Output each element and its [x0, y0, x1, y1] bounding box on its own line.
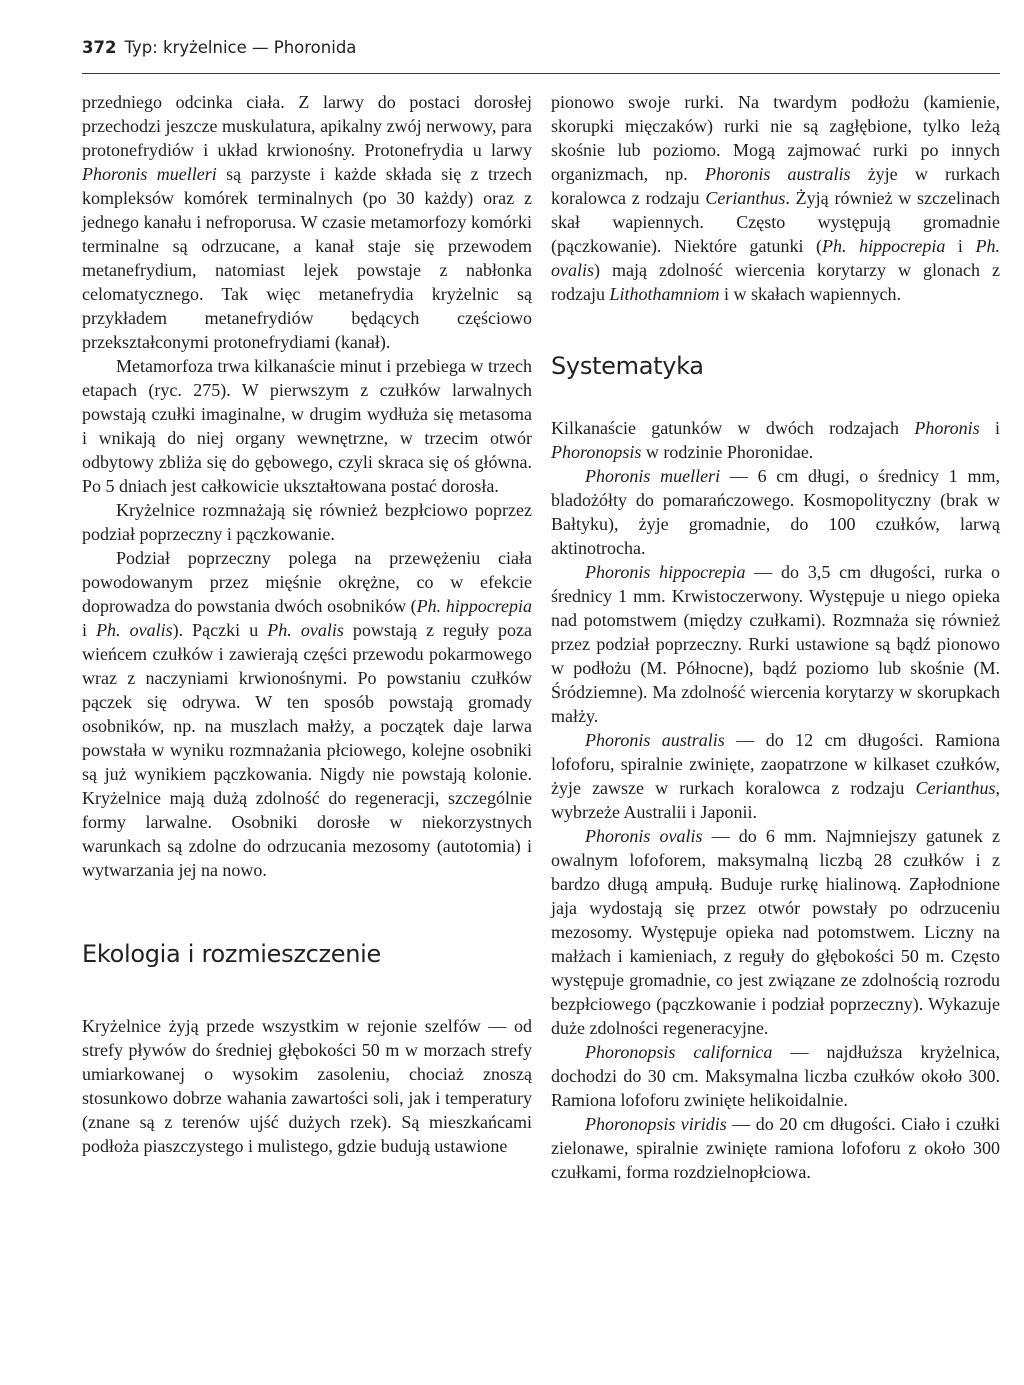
italic-run: Phoronopsis californica [585, 1042, 773, 1062]
text-run: ). Pączki u [172, 620, 268, 640]
paragraph [551, 1112, 1000, 1184]
paragraph [82, 354, 532, 498]
italic-run: Phoronis [914, 418, 980, 438]
section-heading-ecology: Ekologia i rozmieszczenie [82, 940, 382, 968]
italic-run: Phoronopsis [551, 442, 642, 462]
text-run: i [979, 418, 1000, 438]
italic-run: Phoronis australis [704, 164, 851, 184]
left-column [82, 90, 532, 1158]
italic-run: Phoronis muelleri [585, 466, 721, 486]
section-heading-systematics: Systematyka [551, 352, 704, 380]
paragraph [82, 1014, 532, 1158]
text-run: powstają z reguły poza wieńcem czułków i zawierają części przewodu pokarmowego wraz z naczyniami krwionośnymi. Po powstaniu czułków pączek się odrywa. W ten sposób powstają gromady osobników, np. na muszlach małży, a początek daje larwa powstała w wyniku rozmnażania płciowego, kolejne osobniki są już wynikiem pączkowania. Nigdy nie powstają kolonie. Kryżelnice mają dużą zdolność do regeneracji, szczególnie formy larwalne. Osobniki dorosłe w niekorzystnych warunkach są zdolne do odrzucania mezosomy (autotomia) i wytwarzania jej na nowo. [82, 620, 533, 880]
header-rule [82, 73, 1000, 74]
text-run: i [82, 620, 97, 640]
italic-run: Phoronopsis viridis [585, 1114, 727, 1134]
paragraph [82, 90, 532, 354]
text-run: Kryżelnice żyją przede wszystkim w rejonie szelfów — od strefy pływów do średniej głębokości 50 m w morzach strefy umiarkowanej o wysokim zasoleniu, chociaż znoszą stosunkowo dobrze wahania zawartości soli, jak i temperatury (znane są z terenów ujść dużych rzek). Są mieszkańcami podłoża piaszczystego i mulistego, gdzie budują ustawione [82, 1016, 532, 1156]
text-run: i [945, 236, 976, 256]
paragraph [551, 728, 1000, 824]
text-run: — 6 cm długi, o średnicy 1 mm, bladożółty do pomarańczowego. Kosmopolityczny (brak w Bałtyku), żyje gromadnie, do 100 czułków, larwą aktinotrocha. [551, 466, 1000, 558]
italic-run: Ph. ovalis [551, 236, 1000, 280]
text-run: żyje w rurkach koralowca z rodzaju [551, 164, 1000, 208]
running-title: Typ: kryżelnice — Phoronida [124, 38, 357, 57]
paragraph [551, 824, 1000, 1040]
paragraph [551, 416, 1000, 464]
italic-run: Phoronis australis [585, 730, 725, 750]
text-run: w rodzinie Phoronidae. [641, 442, 814, 462]
text-run: przedniego odcinka ciała. Z larwy do postaci dorosłej przechodzi jeszcze muskulatura, apikalny zwój nerwowy, para protonefrydiów i układ krwionośny. Protonefrydia u larwy [82, 92, 532, 160]
text-run: są parzyste i każde składa się z trzech kompleksów komórek terminalnych (po 30 każdy) oraz z jednego kanału i nefroporusa. W czasie metamorfozy komórki terminalne są odrzucane, a kanał staje się przewodem metanefrydium, natomiast lejek powstaje z nabłonka celomatycznego. Tak więc metanefrydia kryżelnic są przykładem metanefrydiów będących częściowo przekształconymi protonefrydiami (kanał). [82, 164, 532, 352]
paragraph [551, 1040, 1000, 1112]
page-number: 372 [82, 38, 117, 57]
italic-run: Phoronis ovalis [585, 826, 703, 846]
paragraph [551, 90, 1000, 306]
text-run: — do 6 mm. Najmniejszy gatunek z owalnym lofoforem, maksymalną liczbą 28 czułków i z bardzo długą ampułą. Buduje rurkę hialinową. Zapłodnione jaja wydostają się przez otwór powstały po odrzuceniu mezosomy. Występuje opieka nad potomstwem. Liczny na małżach i kamieniach, z reguły do głębokości 50 m. Często występuje gromadnie, co jest związane ze zdolnością rozrodu bezpłciowego (pączkowanie i podział poprzeczny). Wykazuje duże zdolności regeneracyjne. [551, 826, 1000, 1038]
text-run: Metamorfoza trwa kilkanaście minut i przebiega w trzech etapach (ryc. 275). W pierwszym z czułków larwalnych powstają czułki imaginalne, w drugim wydłuża się metasoma i wnikają do niej organy wewnętrzne, w trzecim otwór odbytowy zbliża się do gębowego, czyli skraca się oś główna. Po 5 dniach jest całkowicie ukształtowana postać dorosła. [82, 356, 532, 496]
text-run: — do 3,5 cm długości, rurka o średnicy 1 mm. Krwistoczerwony. Występuje u niego opieka nad potomstwem (między czułkami). Rozmnaża się również przez podział poprzeczny. Rurki ustawione są bądź pionowo w podłożu (M. Północne), bądź poziomo lub skośnie (M. Śródziemne). Ma zdolność wiercenia korytarzy w skorupkach małży. [551, 562, 1000, 726]
text-run: pionowo swoje rurki. Na twardym podłożu (kamienie, skorupki mięczaków) rurki nie są zagłębione, tylko leżą skośnie lub poziomo. Mogą zajmować rurki po innych organizmach, np. [551, 92, 1000, 184]
text-run: . Żyją również w szczelinach skał wapiennych. Często występują gromadnie (pączkowanie). Niektóre gatunki ( [551, 188, 1000, 256]
text-run: ) mają zdolność wiercenia korytarzy w glonach z rodzaju [551, 260, 1000, 304]
text-run: Kilkanaście gatunków w dwóch rodzajach [551, 418, 915, 438]
italic-run: Ph. hippocrepia [822, 236, 946, 256]
italic-run: Ph. hippocrepia [416, 596, 533, 616]
paragraph [82, 498, 532, 546]
right-column [551, 90, 1000, 1184]
text-run: — najdłuższa kryżelnica, dochodzi do 30 cm. Maksymalna liczba czułków około 300. Ramiona lofoforu zwinięte helikoidalnie. [551, 1042, 1000, 1110]
italic-run: Phoronis hippocrepia [585, 562, 746, 582]
text-run: , wybrzeże Australii i Japonii. [551, 778, 1000, 822]
text-run: — do 12 cm długości. Ramiona lofoforu, spiralnie zwinięte, zaopatrzone w kilkaset czułków, żyje zawsze w rurkach koralowca z rodzaju [551, 730, 1000, 798]
italic-run: Phoronis muelleri [82, 164, 217, 184]
text-run: Podział poprzeczny polega na przewężeniu ciała powodowanym przez mięśnie okrężne, co w efekcie doprowadza do powstania dwóch osobników ( [82, 548, 532, 616]
running-head [82, 38, 1000, 57]
italic-run: Lithothamniom [609, 284, 720, 304]
paragraph [551, 560, 1000, 728]
text-run: i w skałach wapiennych. [719, 284, 901, 304]
italic-run: Cerianthus [915, 778, 996, 798]
paragraph [551, 464, 1000, 560]
italic-run: Ph. ovalis [267, 620, 344, 640]
italic-run: Cerianthus [705, 188, 786, 208]
paragraph [82, 546, 532, 882]
italic-run: Ph. ovalis [96, 620, 173, 640]
text-run: Kryżelnice rozmnażają się również bezpłciowo poprzez podział poprzeczny i pączkowanie. [82, 500, 532, 544]
text-run: — do 20 cm długości. Ciało i czułki zielonawe, spiralnie zwinięte ramiona lofoforu z około 300 czułkami, forma rozdzielnopłciowa. [551, 1114, 1000, 1182]
